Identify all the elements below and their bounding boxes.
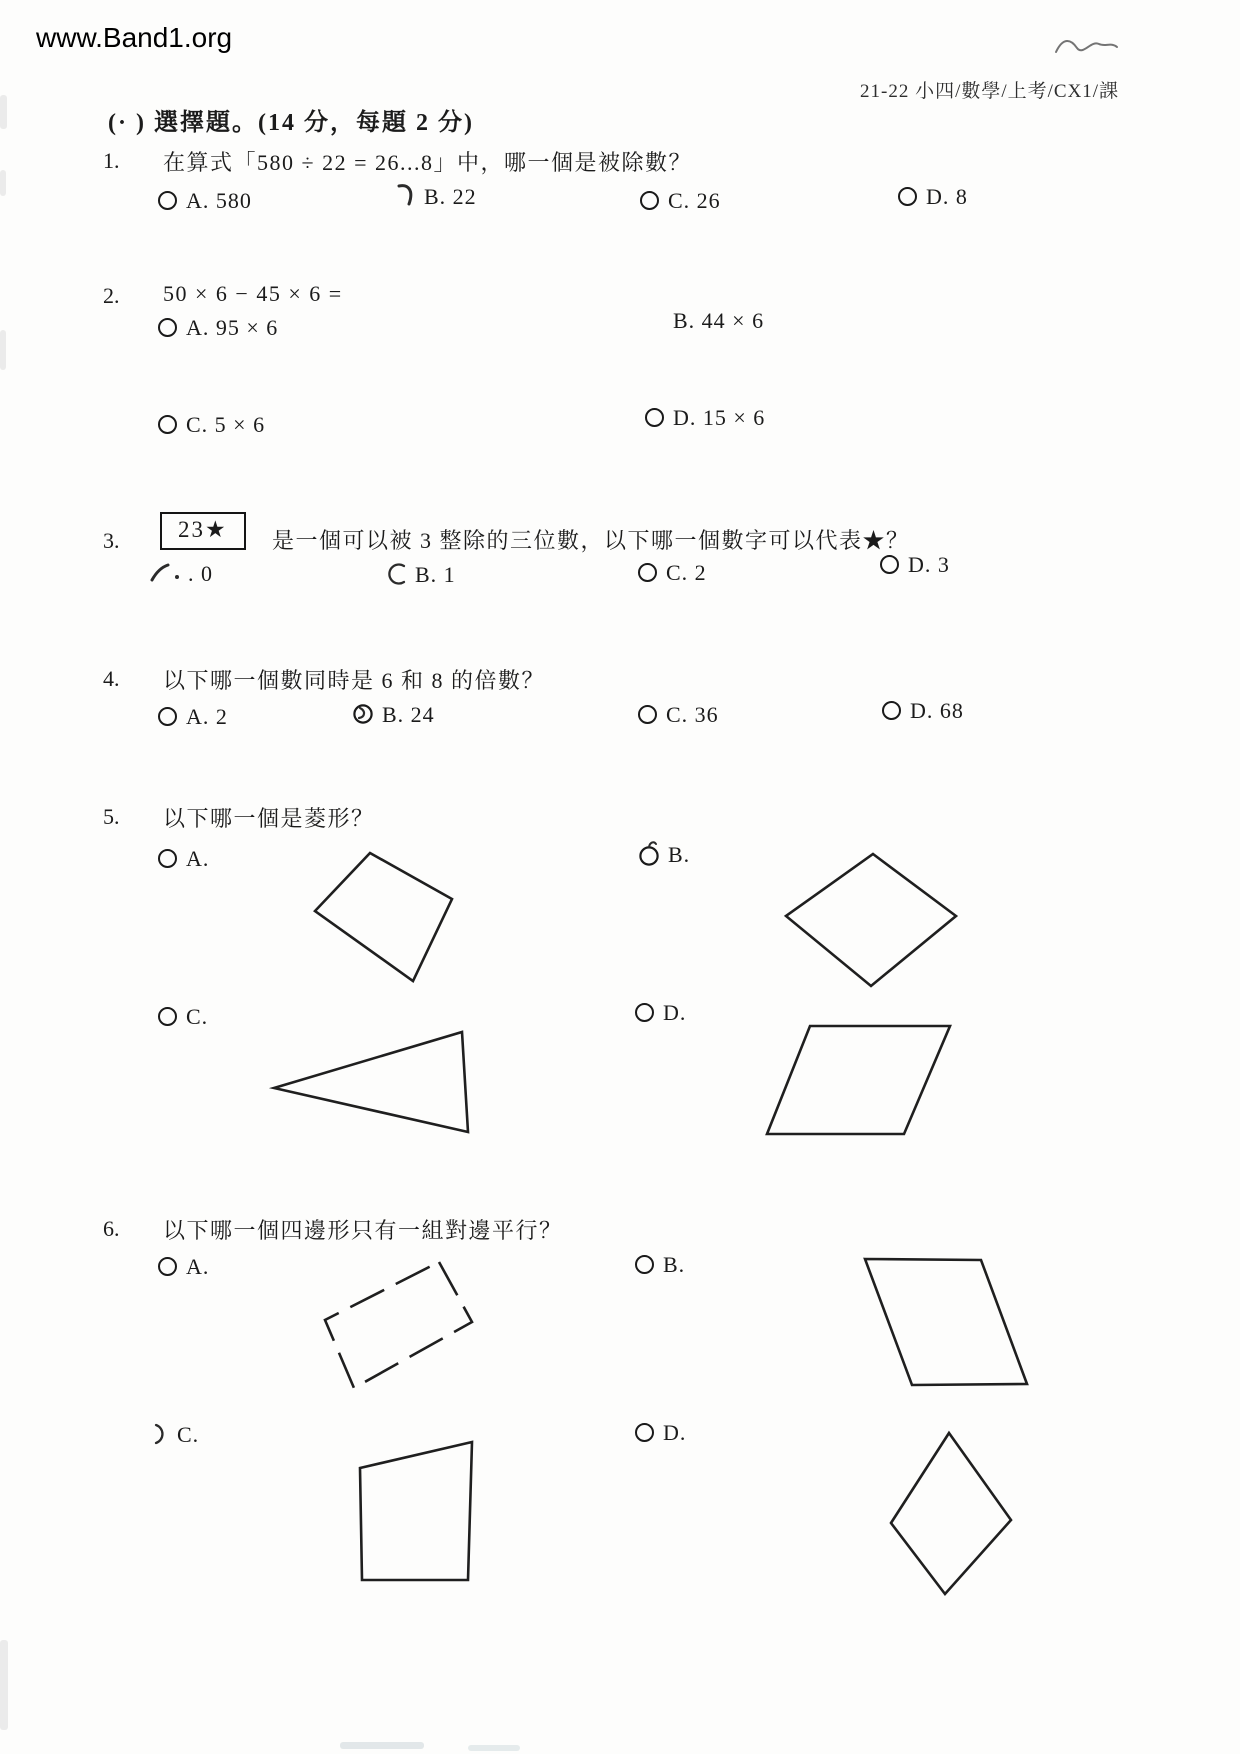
q5-shape-triangle [268, 1026, 473, 1141]
partial-circle-icon [152, 1422, 170, 1446]
pen-check-icon [148, 560, 186, 588]
q1-option-c: C. 26 [640, 188, 721, 214]
header-course-code: 21-22 小四/數學/上考/CX1/課 [860, 81, 1120, 102]
q5-option-a-label: A. [158, 846, 209, 872]
scan-artifact [0, 1640, 8, 1730]
open-circle-icon [388, 562, 408, 586]
pen-marked-circle-icon [638, 840, 662, 868]
q1-option-b: B. 22 [394, 182, 477, 210]
q2-option-d: D. 15 × 6 [645, 405, 765, 431]
q6-shape-parallelogram [855, 1252, 1040, 1394]
q1-option-a: A. 580 [158, 188, 252, 214]
radio-circle-icon [158, 191, 177, 210]
q3-option-c: C. 2 [638, 560, 707, 586]
q3-option-a: . 0 [148, 560, 213, 588]
radio-circle-icon [880, 555, 899, 574]
q6-option-b-label: B. [635, 1252, 685, 1278]
q6-option-d-label: D. [635, 1420, 686, 1446]
question-2-text: 50 × 6 − 45 × 6 = [163, 281, 343, 306]
question-1-text: 在算式「580 ÷ 22 = 26...8」中，哪一個是被除數？ [163, 150, 692, 175]
q2-option-b: B. 44 × 6 [673, 308, 765, 333]
radio-circle-icon [635, 1423, 654, 1442]
radio-circle-icon [158, 318, 177, 337]
q6-option-a-label: A. [158, 1254, 209, 1280]
q3-option-d: D. 3 [880, 552, 950, 578]
q5-option-c-label: C. [158, 1004, 208, 1030]
radio-circle-icon [882, 701, 901, 720]
q4-option-a: A. 2 [158, 704, 228, 730]
pen-scribble-icon [1050, 28, 1122, 62]
question-4-number: 4. [103, 666, 120, 691]
radio-circle-icon [635, 1255, 654, 1274]
q3-boxed-number: 23★ [160, 512, 246, 550]
q5-shape-rhombus [778, 848, 963, 993]
scan-artifact [340, 1742, 424, 1749]
q5-option-d-label: D. [635, 1000, 686, 1026]
q4-option-c: C. 36 [638, 702, 719, 728]
radio-circle-icon [638, 563, 657, 582]
radio-circle-icon [640, 191, 659, 210]
question-5-number: 5. [103, 804, 120, 829]
radio-circle-icon [158, 849, 177, 868]
radio-circle-icon [158, 1007, 177, 1026]
radio-circle-icon [898, 187, 917, 206]
q5-shape-parallelogram [762, 1018, 962, 1143]
radio-circle-icon [645, 408, 664, 427]
scan-artifact [0, 95, 7, 129]
q2-option-a: A. 95 × 6 [158, 315, 278, 341]
q3-option-b: B. 1 [388, 562, 456, 588]
scan-artifact [0, 170, 6, 196]
question-3-text: 是一個可以被 3 整除的三位數，以下哪一個數字可以代表★？ [272, 528, 910, 553]
q6-option-c-label: C. [152, 1422, 199, 1448]
question-6-text: 以下哪一個四邊形只有一組對邊平行？ [163, 1218, 563, 1243]
q2-option-c: C. 5 × 6 [158, 412, 265, 438]
pen-marked-circle-icon [352, 702, 376, 726]
section-title: (· ) 選擇題。(14 分，每題 2 分) [108, 110, 474, 136]
scan-artifact [468, 1745, 520, 1751]
watermark: www.Band1.org [36, 22, 233, 53]
q4-option-d: D. 68 [882, 698, 964, 724]
q6-shape-broken-rectangle [312, 1258, 497, 1403]
q6-shape-trapezoid [350, 1434, 485, 1589]
question-2-number: 2. [103, 283, 120, 308]
question-6-number: 6. [103, 1216, 120, 1241]
q5-shape-irregular-quadrilateral [295, 845, 460, 990]
q4-option-b: B. 24 [352, 702, 435, 728]
radio-circle-icon [158, 1257, 177, 1276]
q6-shape-kite [885, 1428, 1020, 1603]
q5-option-b-label: B. [638, 840, 690, 868]
pen-check-icon [394, 182, 420, 210]
q1-option-d: D. 8 [898, 184, 968, 210]
question-3-number: 3. [103, 528, 120, 553]
radio-circle-icon [158, 415, 177, 434]
radio-circle-icon [158, 707, 177, 726]
question-1-number: 1. [103, 148, 120, 173]
scan-artifact [0, 330, 6, 370]
radio-circle-icon [635, 1003, 654, 1022]
question-5-text: 以下哪一個是菱形？ [163, 806, 375, 831]
question-4-text: 以下哪一個數同時是 6 和 8 的倍數？ [163, 668, 546, 693]
radio-circle-icon [638, 705, 657, 724]
